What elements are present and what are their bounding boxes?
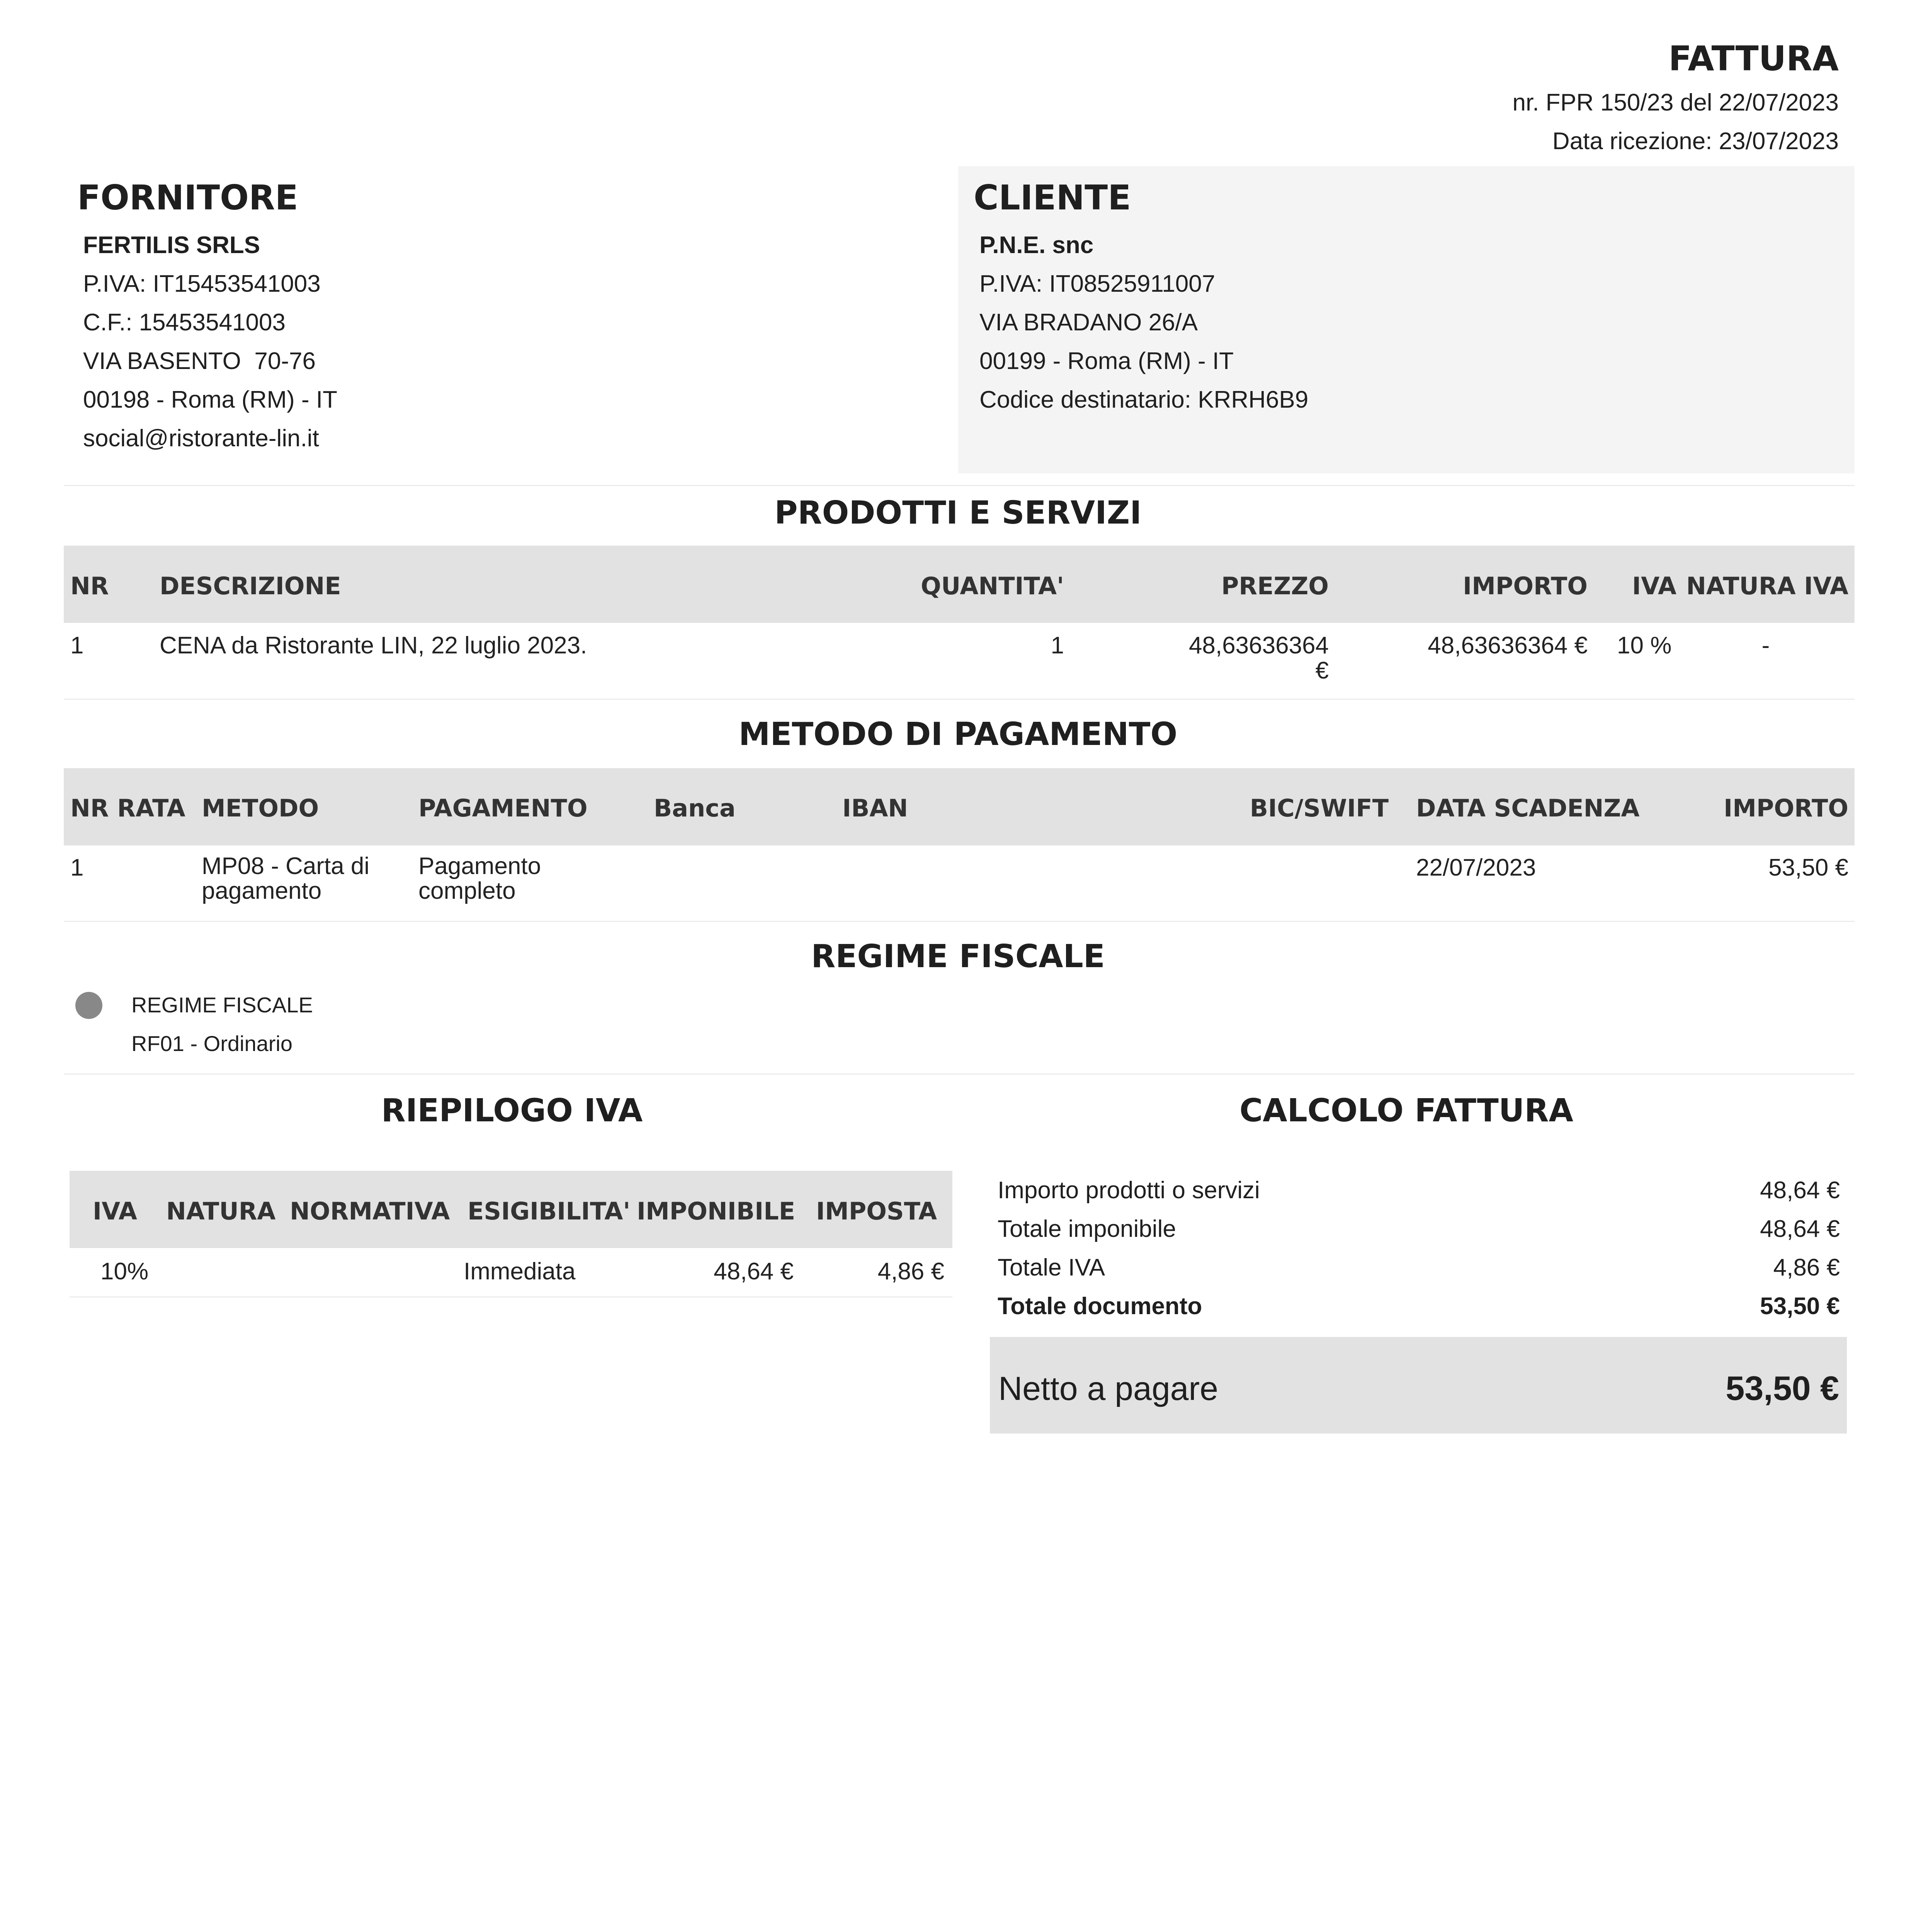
col-data-scadenza: DATA SCADENZA	[1416, 794, 1640, 822]
calc-value: 48,64 €	[1760, 1216, 1840, 1242]
product-price-unit: €	[1315, 657, 1329, 684]
calc-value: 4,86 €	[1773, 1254, 1840, 1281]
vat-summary-title: RIEPILOGO IVA	[381, 1092, 643, 1129]
bullet-icon	[75, 992, 102, 1019]
col-quantita: QUANTITA'	[921, 572, 1064, 600]
divider	[64, 921, 1855, 922]
supplier-cf: C.F.: 15453541003	[83, 309, 286, 336]
supplier-address: VIA BASENTO 70-76	[83, 348, 316, 374]
payment-type	[418, 854, 541, 903]
col-vat-imponibile: IMPONIBILE	[637, 1197, 796, 1225]
product-nr: 1	[70, 632, 84, 659]
col-nr-rata: NR RATA	[70, 794, 185, 822]
supplier-email: social@ristorante-lin.it	[83, 425, 319, 452]
document-type: FATTURA	[1668, 39, 1839, 78]
calc-total-value: 53,50 €	[1760, 1293, 1840, 1320]
col-vat-iva: IVA	[93, 1197, 137, 1225]
col-bic-swift: BIC/SWIFT	[1250, 794, 1389, 822]
payment-type-line1: Pagamento	[418, 853, 541, 879]
col-vat-normativa: NORMATIVA	[290, 1197, 450, 1225]
col-metodo: METODO	[202, 794, 319, 822]
vat-summary-imponibile: 48,64 €	[714, 1258, 794, 1285]
client-vat: P.IVA: IT08525911007	[979, 270, 1216, 297]
col-iban: IBAN	[842, 794, 908, 822]
received-date: Data ricezione: 23/07/2023	[1552, 128, 1839, 155]
calc-title: CALCOLO FATTURA	[1239, 1092, 1573, 1129]
col-vat-natura: NATURA	[166, 1197, 276, 1225]
col-banca: Banca	[654, 794, 736, 822]
col-descrizione: DESCRIZIONE	[160, 572, 341, 600]
divider	[64, 699, 1855, 700]
calc-total-label: Totale documento	[998, 1293, 1202, 1320]
payment-method-line2: pagamento	[202, 878, 322, 904]
calc-label: Totale IVA	[998, 1254, 1105, 1281]
col-prezzo: PREZZO	[1221, 572, 1329, 600]
payment-method-line1: MP08 - Carta di	[202, 853, 370, 879]
calc-label: Importo prodotti o servizi	[998, 1177, 1260, 1204]
invoice-number: nr. FPR 150/23 del 22/07/2023	[1512, 89, 1839, 116]
supplier-city: 00198 - Roma (RM) - IT	[83, 386, 338, 413]
col-vat-esigibilita: ESIGIBILITA'	[468, 1197, 631, 1225]
payment-due-date: 22/07/2023	[1416, 854, 1536, 881]
vat-summary-esigibilita: Immediata	[464, 1258, 576, 1285]
net-to-pay-box	[990, 1337, 1847, 1434]
products-title: PRODOTTI E SERVIZI	[774, 495, 1142, 531]
calc-row	[998, 1215, 1840, 1254]
regime-label: REGIME FISCALE	[131, 993, 313, 1017]
calc-row	[998, 1177, 1840, 1215]
col-importo-pagamento: IMPORTO	[1724, 794, 1848, 822]
supplier-vat: P.IVA: IT15453541003	[83, 270, 321, 297]
col-iva: IVA	[1632, 572, 1676, 600]
col-nr: NR	[70, 572, 109, 600]
payment-nr: 1	[70, 854, 84, 881]
calc-label: Totale imponibile	[998, 1216, 1176, 1242]
client-recipient-code: Codice destinatario: KRRH6B9	[979, 386, 1309, 413]
divider	[64, 1073, 1855, 1075]
product-price: 48,63636364	[1188, 632, 1329, 659]
payment-amount: 53,50 €	[1768, 854, 1848, 881]
client-city: 00199 - Roma (RM) - IT	[979, 348, 1234, 374]
calc-value: 48,64 €	[1760, 1177, 1840, 1204]
client-title: CLIENTE	[974, 178, 1131, 218]
regime-value: RF01 - Ordinario	[131, 1031, 293, 1056]
payment-title: METODO DI PAGAMENTO	[738, 716, 1178, 753]
supplier-name: FERTILIS SRLS	[83, 232, 260, 259]
product-description: CENA da Ristorante LIN, 22 luglio 2023.	[160, 632, 587, 659]
col-pagamento: PAGAMENTO	[418, 794, 588, 822]
product-quantity: 1	[1051, 632, 1064, 659]
client-address: VIA BRADANO 26/A	[979, 309, 1198, 336]
supplier-title: FORNITORE	[77, 178, 298, 218]
product-vat: 10 %	[1617, 632, 1672, 659]
product-amount: 48,63636364 €	[1428, 632, 1588, 659]
payment-type-line2: completo	[418, 878, 516, 904]
client-name: P.N.E. snc	[979, 232, 1094, 259]
col-vat-imposta: IMPOSTA	[816, 1197, 937, 1225]
supplier-block	[62, 166, 935, 473]
col-importo: IMPORTO	[1463, 572, 1588, 600]
calc-row	[998, 1254, 1840, 1293]
calc-total-row	[998, 1293, 1840, 1331]
payment-method	[202, 854, 369, 903]
client-block	[958, 166, 1855, 473]
col-natura-iva: NATURA IVA	[1686, 572, 1848, 600]
divider	[64, 485, 1855, 486]
divider	[70, 1296, 952, 1298]
product-nature: -	[1761, 632, 1770, 659]
net-to-pay-value: 53,50 €	[1726, 1369, 1839, 1407]
vat-summary-imposta: 4,86 €	[877, 1258, 944, 1285]
vat-summary-rate: 10%	[100, 1258, 149, 1285]
regime-title: REGIME FISCALE	[811, 938, 1105, 975]
net-to-pay-label: Netto a pagare	[998, 1370, 1218, 1407]
